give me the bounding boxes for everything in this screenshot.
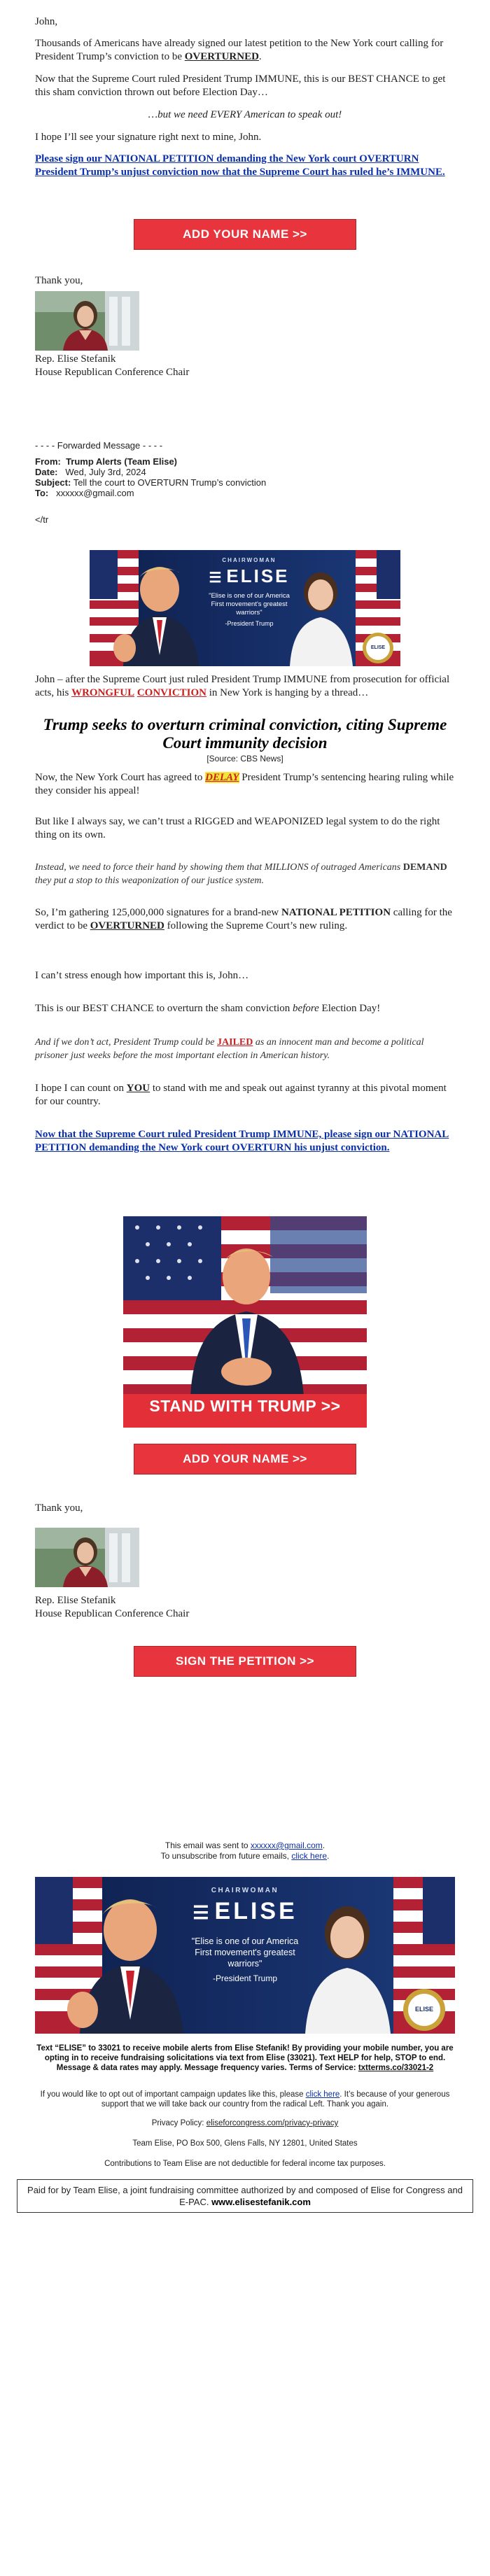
paragraph-6: Now, the New York Court has agreed to DELAY President Trump’s sentencing hearing ruling while they consider his appeal! bbox=[35, 772, 454, 796]
paragraph-3: …but we need EVERY American to speak out! bbox=[148, 109, 342, 120]
privacy-link[interactable]: eliseforcongress.com/privacy-privacy bbox=[206, 2119, 339, 2127]
wrongful-emphasis: WRONGFUL bbox=[71, 687, 135, 698]
signature-title: House Republican Conference Chair bbox=[35, 367, 190, 378]
to-value: xxxxxx@gmail.com bbox=[56, 488, 134, 498]
paragraph-10: I can’t stress enough how important this is, John… bbox=[35, 970, 249, 981]
footer-banner-quote-attribution: -President Trump bbox=[212, 1973, 278, 1983]
from-value: Trump Alerts (Team Elise) bbox=[66, 456, 178, 467]
stray-tag-text: </tr bbox=[35, 514, 49, 525]
paragraph-2: Now that the Supreme Court ruled President Trump IMMUNE, this is our BEST CHANCE to get this sham conviction thrown out before Election Day… bbox=[35, 73, 446, 98]
signature-name-2: Rep. Elise Stefanik bbox=[35, 1595, 116, 1606]
elise-portrait-photo bbox=[35, 291, 139, 351]
paragraph-4: I hope I’ll see your signature right next to mine, John. bbox=[35, 132, 262, 143]
tax-disclaimer: Contributions to Team Elise are not deductible for federal income tax purposes. bbox=[104, 2160, 386, 2168]
paid-for-box: Paid for by Team Elise, a joint fundraising committee authorized by and composed of Elise for Congress and E-PAC. www.elisestefanik.com bbox=[17, 2179, 473, 2213]
paragraph-5: John – after the Supreme Court just ruled President Trump IMMUNE from prosecution for official acts, his WRONGFUL CONVICTION in New York is hanging by a thread… bbox=[35, 674, 450, 698]
thanks-text: Thank you, bbox=[35, 275, 83, 286]
greeting: John, bbox=[35, 16, 58, 27]
elise-portrait-photo-2 bbox=[35, 1528, 139, 1587]
chairwoman-elise-banner bbox=[90, 550, 400, 666]
banner-elise-logo: ☰ ELISE bbox=[209, 565, 290, 586]
chairwoman-elise-footer-banner bbox=[35, 1877, 455, 2034]
banner-quote-attribution: -President Trump bbox=[225, 620, 274, 627]
paragraph-12: And if we don’t act, President Trump could be JAILED as an innocent man and become a political prisoner just weeks before the most important election in American history. bbox=[35, 1037, 424, 1061]
add-your-name-button-2[interactable]: ADD YOUR NAME >> bbox=[134, 1444, 356, 1474]
add-your-name-button[interactable]: ADD YOUR NAME >> bbox=[134, 219, 356, 250]
thanks-text-2: Thank you, bbox=[35, 1502, 83, 1514]
footer-banner-elise-logo: ☰ ELISE bbox=[192, 1898, 298, 1924]
privacy-line: Privacy Policy: eliseforcongress.com/privacy-privacy bbox=[151, 2119, 339, 2127]
mailing-address: Team Elise, PO Box 500, Glens Falls, NY 12801, United States bbox=[132, 2139, 358, 2148]
sent-to-line: This email was sent to xxxxxx@gmail.com. bbox=[164, 1840, 326, 1850]
unsubscribe-line: To unsubscribe from future emails, click here. bbox=[160, 1851, 330, 1861]
sms-terms-link[interactable]: txtterms.co/33021-2 bbox=[358, 2064, 434, 2072]
optout-text: If you would like to opt out of important campaign updates like this, please click here. It’s because of your generous support that we will take back our country from the radical Left. Thank you again. bbox=[40, 2090, 450, 2109]
stand-with-trump-image[interactable] bbox=[123, 1216, 367, 1428]
footer-banner-chairwoman-label: CHAIRWOMAN bbox=[211, 1887, 279, 1894]
sign-the-petition-button[interactable]: SIGN THE PETITION >> bbox=[134, 1646, 356, 1677]
overturned-emphasis: OVERTURNED bbox=[184, 51, 259, 62]
stand-with-trump-label: STAND WITH TRUMP >> bbox=[149, 1397, 341, 1415]
banner-seal: ELISE bbox=[370, 645, 386, 650]
petition-link-2[interactable]: Now that the Supreme Court ruled President Trump IMMUNE, please sign our NATIONAL PETITION demanding the New York court OVERTURN his unjust conviction. bbox=[35, 1129, 449, 1153]
sms-disclaimer: Text “ELISE” to 33021 to receive mobile alerts from Elise Stefanik! By providing your mobile number, you are opting in to receive fundraising solicitations via text from Elise (33021). Text HELP for help, STOP to end. Message & data rates may apply. Message frequency varies. Terms of Service: txtterms.co/33021-2 bbox=[36, 2044, 454, 2072]
date-value: Wed, July 3rd, 2024 bbox=[65, 467, 146, 477]
banner-quote: "Elise is one of our America First movement's greatest warriors" bbox=[209, 592, 290, 617]
sent-to-email[interactable]: xxxxxx@gmail.com bbox=[250, 1840, 323, 1850]
paragraph-7: But like I always say, we can’t trust a RIGGED and WEAPONIZED legal system to do the right thing on its own. bbox=[35, 816, 440, 840]
delay-emphasis: DELAY bbox=[205, 772, 239, 783]
footer-banner-seal: ELISE bbox=[414, 2006, 433, 2013]
paragraph-8: Instead, we need to force their hand by showing them that MILLIONS of outraged Americans DEMAND they put a stop to this weaponization of our justice system. bbox=[35, 862, 447, 886]
paragraph-11: This is our BEST CHANCE to overturn the sham conviction before Election Day! bbox=[35, 1003, 381, 1014]
footer-banner-quote: "Elise is one of our America First movement's greatest warriors" bbox=[191, 1936, 299, 1969]
unsubscribe-link[interactable]: click here bbox=[291, 1851, 328, 1861]
news-headline: Trump seeks to overturn criminal conviction, citing Supreme Court immunity decision bbox=[43, 716, 447, 752]
subject-value: Tell the court to OVERTURN Trump’s conviction bbox=[73, 477, 267, 488]
optout-link[interactable]: click here bbox=[305, 2090, 340, 2099]
website-link[interactable]: www.elisestefanik.com bbox=[211, 2197, 311, 2207]
paragraph-1: Thousands of Americans have already signed our latest petition to the New York court calling for President Trump’s conviction to be OVERTURNED. bbox=[35, 38, 444, 62]
paragraph-9: So, I’m gathering 125,000,000 signatures for a brand-new NATIONAL PETITION calling for the verdict to be OVERTURNED following the Supreme Court’s new ruling. bbox=[35, 907, 452, 931]
jailed-emphasis: JAILED bbox=[217, 1037, 253, 1048]
demand-emphasis: DEMAND bbox=[402, 862, 447, 873]
e-logo-icon-2: ☰ bbox=[192, 1902, 212, 1923]
forwarded-header: - - - - Forwarded Message - - - - bbox=[35, 440, 163, 451]
paragraph-13: I hope I can count on YOU to stand with me and speak out against tyranny at this pivotal moment for our country. bbox=[35, 1083, 447, 1107]
e-logo-icon: ☰ bbox=[209, 570, 224, 586]
conviction-emphasis: CONVICTION bbox=[136, 687, 207, 698]
signature-title-2: House Republican Conference Chair bbox=[35, 1608, 190, 1619]
headline-source: [Source: CBS News] bbox=[206, 754, 284, 763]
signature-name: Rep. Elise Stefanik bbox=[35, 353, 116, 365]
banner-chairwoman-label: CHAIRWOMAN bbox=[222, 557, 276, 563]
petition-link-1[interactable]: Please sign our NATIONAL PETITION demanding the New York court OVERTURN President Trump’s unjust conviction now that the Supreme Court has ruled he’s IMMUNE. bbox=[35, 153, 445, 178]
